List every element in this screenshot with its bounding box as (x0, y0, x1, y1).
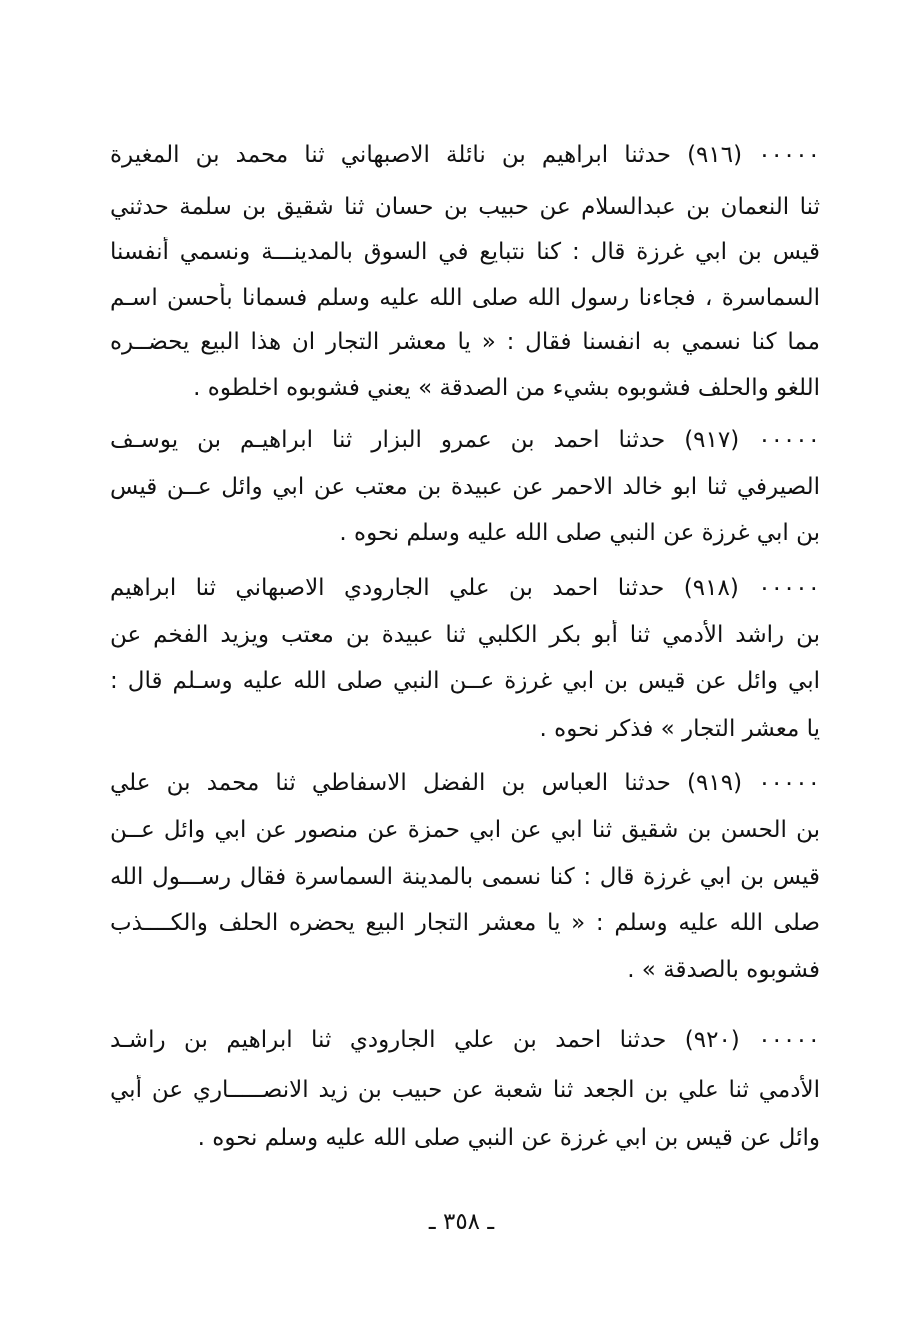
text-line: فشوبوه بالصدقة » . (627, 957, 820, 983)
text-line: بن ابي غرزة عن النبي صلى الله عليه وسلم نحوه . (339, 520, 820, 546)
text-line: ٠٠٠٠٠ (٩١٨) حدثنا احمد بن علي الجارودي الاصبهاني ثنا ابراهيم (110, 575, 820, 601)
text-line: بن راشد الأدمي ثنا أبو بكر الكلبي ثنا عبيدة بن معتب ويزيد الفخم عن (110, 622, 820, 648)
text-line: ابي وائل عن قيس بن ابي غرزة عــن النبي صلى الله عليه وسـلم قال : (110, 668, 820, 694)
text-line: بن الحسن بن شقيق ثنا ابي عن ابي حمزة عن منصور عن ابي وائل عــن (110, 817, 820, 843)
text-line: السماسرة ، فجاءنا رسول الله صلى الله عليه وسلم فسمانا بأحسن اسـم (110, 285, 820, 311)
text-line: ٠٠٠٠٠ (٩١٧) حدثنا احمد بن عمرو البزار ثنا ابراهيـم بن يوسـف (110, 427, 820, 453)
text-line: ٠٠٠٠٠ (٩١٩) حدثنا العباس بن الفضل الاسفاطي ثنا محمد بن علي (110, 770, 820, 796)
text-line: الصيرفي ثنا ابو خالد الاحمر عن عبيدة بن معتب عن ابي وائل عــن قيس (110, 474, 820, 500)
text-line: اللغو والحلف فشوبوه بشيء من الصدقة » يعني فشوبوه اخلطوه . (193, 375, 820, 401)
text-line: يا معشر التجار » فذكر نحوه . (539, 716, 820, 742)
text-line: قيس بن ابي غرزة قال : كنا نسمى بالمدينة السماسرة فقال رســـول الله (110, 864, 820, 890)
text-line: ٠٠٠٠٠ (٩١٦) حدثنا ابراهيم بن نائلة الاصبهاني ثنا محمد بن المغيرة (110, 142, 820, 168)
text-line: ثنا النعمان بن عبدالسلام عن حبيب بن حسان ثنا شقيق بن سلمة حدثني (110, 194, 820, 220)
page-number: ـ ٣٥٨ ـ (428, 1209, 495, 1235)
text-line: وائل عن قيس بن ابي غرزة عن النبي صلى الله عليه وسلم نحوه . (197, 1125, 820, 1151)
text-line: الأدمي ثنا علي بن الجعد ثنا شعبة عن حبيب بن زيد الانصـــــاري عن أبي (110, 1077, 820, 1103)
text-line: صلى الله عليه وسلم : « يا معشر التجار البيع يحضره الحلف والكــــذب (110, 910, 820, 936)
text-line: ٠٠٠٠٠ (٩٢٠) حدثنا احمد بن علي الجارودي ثنا ابراهيم بن راشـد (110, 1027, 820, 1053)
text-line: قيس بن ابي غرزة قال : كنا نتبايع في السوق بالمدينـــة ونسمي أنفسنا (110, 239, 820, 265)
text-line: مما كنا نسمي به انفسنا فقال : « يا معشر التجار ان هذا البيع يحضــره (110, 329, 820, 355)
